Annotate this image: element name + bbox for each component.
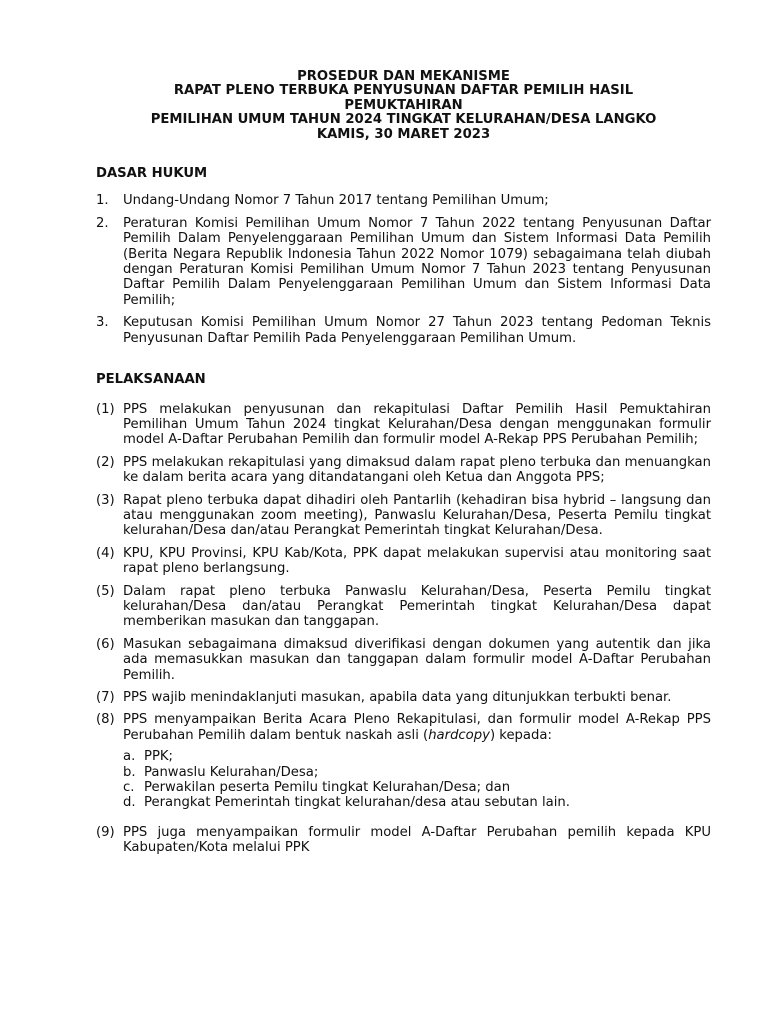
list-item-text: Masukan sebagaimana dimaksud diverifikasi dengan dokumen yang autentik dan jika ada memasukkan masukan dan tanggapan dalam formulir model A-Daftar Perubahan Pemilih. xyxy=(123,636,711,683)
list-item-text: PPS melakukan rekapitulasi yang dimaksud dalam rapat pleno terbuka dan menuangkan ke dalam berita acara yang ditandatangani oleh Ketua dan Anggota PPS; xyxy=(123,454,711,486)
sublist-item-text: PPK; xyxy=(144,749,173,765)
list-item xyxy=(96,315,711,346)
header-line-1: PROSEDUR DAN MEKANISME xyxy=(297,69,510,84)
list-item-text: KPU, KPU Provinsi, KPU Kab/Kota, PPK dapat melakukan supervisi atau monitoring saat rapat pleno berlangsung. xyxy=(123,545,711,577)
list-item-number: 1. xyxy=(96,193,109,209)
section-title-dasar-hukum: DASAR HUKUM xyxy=(96,166,208,182)
list-item-number: (4) xyxy=(96,545,115,561)
section-title-pelaksanaan: PELAKSANAAN xyxy=(96,372,206,388)
list-item-number: (2) xyxy=(96,454,115,470)
list-item-number: (5) xyxy=(96,583,115,599)
list-item-number: (1) xyxy=(96,401,115,417)
list-item-number: (8) xyxy=(96,712,115,728)
list-item-number: 3. xyxy=(96,315,109,331)
list-item-text: Rapat pleno terbuka dapat dihadiri oleh Pantarlih (kehadiran bisa hybrid – langsung dan atau menggunakan zoom meeting), Panwaslu Kelurahan/Desa, Peserta Pemilu tingkat kelurahan/Desa dan/atau Perangkat Pemerintah tingkat Kelurahan/Desa. xyxy=(123,492,711,539)
header-line-3: PEMUKTAHIRAN xyxy=(344,97,463,113)
sublist-item-text: Panwaslu Kelurahan/Desa; xyxy=(144,764,319,780)
recipient-sublist xyxy=(123,749,711,811)
list-item xyxy=(96,402,711,448)
list-item-number: (6) xyxy=(96,636,115,652)
list-item-text: Keputusan Komisi Pemilihan Umum Nomor 27 Tahun 2023 tentang Pedoman Teknis Penyusunan Daftar Pemilih Pada Penyelenggaraan Pemilihan Umum. xyxy=(123,315,711,346)
sublist-item-letter: b. xyxy=(123,764,136,780)
header-line-5: KAMIS, 30 MARET 2023 xyxy=(316,126,491,142)
list-item-text: PPS wajib menindaklanjuti masukan, apabila data yang ditunjukkan terbukti benar. xyxy=(123,690,672,705)
list-item xyxy=(96,455,711,486)
list-item xyxy=(96,825,711,856)
list-item xyxy=(96,712,711,810)
document-header xyxy=(84,70,723,142)
list-item xyxy=(96,637,711,683)
list-item-number: (9) xyxy=(96,824,115,840)
list-item xyxy=(96,193,711,208)
sublist-item-letter: c. xyxy=(123,780,135,796)
list-item-text: PPS melakukan penyusunan dan rekapitulasi Daftar Pemilih Hasil Pemuktahiran Pemilihan Umum Tahun 2024 tingkat Kelurahan/Desa dengan menggunakan formulir model A-Daftar Perubahan Pemilih dan formulir model A-Rekap PPS Perubahan Pemilih; xyxy=(123,401,711,448)
list-item xyxy=(96,546,711,577)
sublist-item xyxy=(123,765,711,780)
sublist-item-letter: d. xyxy=(123,795,136,811)
list-item-text xyxy=(123,712,711,742)
list-item xyxy=(96,493,711,539)
dasar-hukum-list xyxy=(96,193,711,346)
sublist-item-letter: a. xyxy=(123,749,136,765)
list-item-number: 2. xyxy=(96,215,109,231)
sublist-item-text: Perwakilan peserta Pemilu tingkat Kelurahan/Desa; dan xyxy=(144,780,511,796)
list-item-text-italic: hardcopy xyxy=(428,727,490,743)
list-item-number: (3) xyxy=(96,492,115,508)
sublist-item xyxy=(123,780,711,795)
sublist-item xyxy=(123,795,711,810)
pelaksanaan-list xyxy=(96,402,711,856)
list-item xyxy=(96,216,711,308)
list-item xyxy=(96,584,711,630)
header-line-4: PEMILIHAN UMUM TAHUN 2024 TINGKAT KELURAHAN/DESA LANGKO xyxy=(150,112,657,128)
list-item-text-part: ) kepada: xyxy=(489,727,552,743)
sublist-item xyxy=(123,749,711,764)
list-item-text: Peraturan Komisi Pemilihan Umum Nomor 7 Tahun 2022 tentang Penyusunan Daftar Pemilih Dalam Penyelenggaraan Pemilihan Umum dan Sistem Informasi Data Pemilih (Berita Negara Republik Indonesia Tahun 2022 Nomor 1079) sebagaimana telah diubah dengan Peraturan Komisi Pemilihan Umum Nomor 7 Tahun 2023 tentang Penyusunan Daftar Pemilih Dalam Penyelenggaraan Pemilihan Umum dan Sistem Informasi Data Pemilih; xyxy=(123,215,711,308)
list-item-text-part: PPS menyampaikan Berita Acara Pleno Rekapitulasi, dan formulir model A-Rekap PPS Perubahan Pemilih dalam bentuk naskah asli ( xyxy=(123,712,711,743)
header-line-2: RAPAT PLENO TERBUKA PENYUSUNAN DAFTAR PEMILIH HASIL xyxy=(173,83,634,99)
list-item-text: PPS juga menyampaikan formulir model A-Daftar Perubahan pemilih kepada KPU Kabupaten/Kota melalui PPK xyxy=(123,824,711,856)
list-item-number: (7) xyxy=(96,690,115,705)
list-item-text: Undang-Undang Nomor 7 Tahun 2017 tentang Pemilihan Umum; xyxy=(123,193,549,209)
sublist-item-text: Perangkat Pemerintah tingkat kelurahan/desa atau sebutan lain. xyxy=(144,795,570,811)
list-item-text: Dalam rapat pleno terbuka Panwaslu Kelurahan/Desa, Peserta Pemilu tingkat kelurahan/Desa dan/atau Perangkat Pemerintah tingkat Kelurahan/Desa dapat memberikan masukan dan tanggapan. xyxy=(123,583,711,630)
list-item xyxy=(96,690,711,705)
